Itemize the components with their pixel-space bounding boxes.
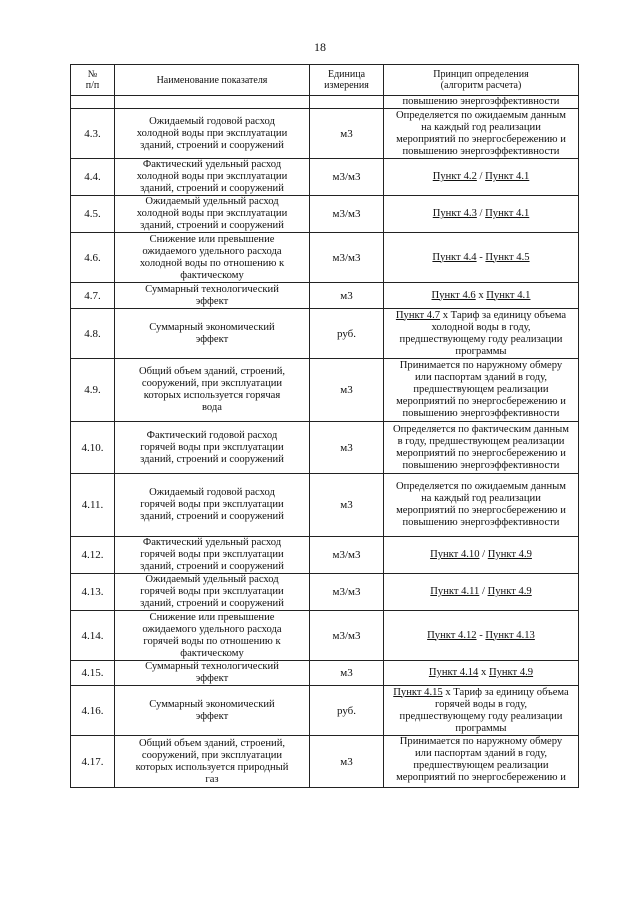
cell-number	[71, 96, 115, 109]
table-row	[71, 159, 579, 196]
clause-reference-link[interactable]: Пункт 4.1	[486, 289, 531, 301]
cell-number: 4.16.	[71, 686, 115, 736]
cell-rule	[384, 537, 579, 574]
cell-number: 4.3.	[71, 109, 115, 159]
clause-reference-link[interactable]: Пункт 4.11	[430, 586, 480, 597]
clause-reference-link[interactable]: Пункт 4.2	[432, 171, 477, 182]
name-line: холодной воды при эксплуатации	[136, 127, 288, 139]
name-line: зданий, строений и сооружений	[140, 511, 284, 522]
name-line: Общий объем зданий, строений,	[138, 366, 286, 377]
cell-name	[115, 736, 310, 788]
clause-reference-link[interactable]: Пункт 4.1	[485, 171, 530, 182]
table-row	[71, 359, 579, 422]
name-line: зданий, строений и сооружений	[140, 183, 284, 194]
cell-name	[115, 661, 310, 686]
formula-operator: /	[476, 208, 486, 219]
name-line: зданий, строений и сооружений	[140, 561, 284, 572]
name-line: Ожидаемый удельный расход	[145, 196, 279, 207]
cell-rule	[384, 686, 579, 736]
name-line: ожидаемого удельного расхода	[142, 623, 282, 635]
formula-operator: x	[478, 667, 489, 678]
name-line: холодной воды по отношению к	[139, 257, 285, 269]
cell-rule	[384, 422, 579, 474]
cell-name	[115, 283, 310, 309]
cell-name	[115, 109, 310, 159]
name-line: горячей воды по отношению к	[143, 635, 281, 647]
name-line: зданий, строений и сооружений	[140, 453, 284, 465]
table-row	[71, 736, 579, 788]
header-unit	[310, 65, 384, 96]
rule-line: программы	[455, 722, 507, 734]
rule-line: предшествующем реализации	[413, 760, 549, 771]
cell-number: 4.15.	[71, 661, 115, 686]
rule-line: Принимается по наружному обмеру	[399, 360, 563, 371]
cell-unit: м3/м3	[310, 611, 384, 661]
cell-rule	[384, 474, 579, 537]
cell-rule	[384, 196, 579, 233]
rule-line	[386, 310, 576, 322]
cell-rule: повышению энергоэффективности	[384, 96, 579, 109]
cell-unit: м3	[310, 736, 384, 788]
clause-reference-link[interactable]: Пункт 4.13	[485, 629, 535, 641]
name-line: эффект	[195, 710, 229, 722]
name-line: Суммарный экономический	[149, 321, 275, 333]
header-number	[71, 65, 115, 96]
rule-line: мероприятий по энергосбережению и	[396, 133, 566, 145]
table-row	[71, 574, 579, 611]
cell-number: 4.9.	[71, 359, 115, 422]
table-row	[71, 233, 579, 283]
clause-reference-link[interactable]: Пункт 4.6	[431, 289, 476, 301]
cell-number: 4.10.	[71, 422, 115, 474]
cell-unit: м3/м3	[310, 159, 384, 196]
name-line: холодной воды при эксплуатации	[136, 171, 288, 182]
cell-rule	[384, 736, 579, 788]
cell-unit: м3	[310, 283, 384, 309]
cell-name	[115, 686, 310, 736]
rule-line: мероприятий по энергосбережению и	[396, 447, 566, 459]
clause-reference-link[interactable]: Пункт 4.9	[487, 549, 532, 560]
cell-name	[115, 474, 310, 537]
clause-reference-link[interactable]: Пункт 4.1	[485, 208, 530, 219]
header-indicator-name: Наименование показателя	[115, 65, 310, 96]
name-line: которых используется горячая	[143, 390, 281, 401]
cell-name	[115, 309, 310, 359]
cell-number: 4.12.	[71, 537, 115, 574]
header-number-line: №	[87, 69, 98, 80]
cell-number: 4.6.	[71, 233, 115, 283]
rule-line: горячей воды в году,	[435, 698, 527, 710]
name-line: фактическому	[180, 647, 244, 659]
rule-line: холодной воды в году,	[431, 321, 531, 333]
name-line: Ожидаемый удельный расход	[145, 574, 279, 585]
cell-unit: м3	[310, 359, 384, 422]
formula-operator: x	[475, 289, 487, 301]
name-line: фактическому	[180, 269, 244, 281]
cell-name	[115, 96, 310, 109]
table-row	[71, 661, 579, 686]
name-line: Снижение или превышение	[149, 233, 275, 245]
table-row	[71, 611, 579, 661]
cell-name	[115, 537, 310, 574]
header-unit-line: Единица	[327, 69, 366, 80]
clause-reference-link[interactable]: Пункт 4.12	[427, 629, 477, 641]
table-row-continuation	[71, 96, 579, 109]
cell-rule	[384, 309, 579, 359]
cell-unit: м3/м3	[310, 233, 384, 283]
name-line: Общий объем зданий, строений,	[138, 737, 286, 749]
table-row	[71, 196, 579, 233]
clause-reference-link[interactable]: Пункт 4.15	[393, 686, 443, 698]
rule-line: или паспортам зданий в году,	[414, 372, 548, 383]
cell-unit: м3	[310, 474, 384, 537]
cell-unit: м3/м3	[310, 574, 384, 611]
name-line: Суммарный технологический	[145, 283, 279, 295]
rule-line: Принимается по наружному обмеру	[399, 736, 563, 747]
name-line: эффект	[195, 673, 229, 684]
rule-line: повышению энергоэффективности	[402, 408, 560, 419]
name-line: зданий, строений и сооружений	[140, 220, 284, 231]
cell-number: 4.5.	[71, 196, 115, 233]
rule-line: повышению энергоэффективности	[402, 517, 560, 528]
cell-name	[115, 359, 310, 422]
rule-line: предшествующему году реализации	[399, 710, 563, 722]
name-line: горячей воды при эксплуатации	[140, 499, 284, 510]
clause-reference-link[interactable]: Пункт 4.14	[428, 667, 479, 678]
name-line: эффект	[195, 333, 229, 345]
cell-rule	[384, 233, 579, 283]
cell-unit: м3	[310, 109, 384, 159]
name-line: которых используется природный	[135, 761, 289, 773]
name-line: Фактический удельный расход	[142, 537, 282, 548]
rule-text: x Тариф за единицу объема	[442, 686, 569, 698]
clause-reference-link[interactable]: Пункт 4.4	[432, 251, 477, 263]
cell-unit	[310, 96, 384, 109]
header-rule-line: (алгоритм расчета)	[440, 80, 522, 91]
name-line: Фактический удельный расход	[142, 159, 282, 170]
cell-number: 4.13.	[71, 574, 115, 611]
cell-number: 4.17.	[71, 736, 115, 788]
cell-name	[115, 611, 310, 661]
rule-line	[386, 687, 576, 699]
header-rule	[384, 65, 579, 96]
rule-line: программы	[455, 345, 507, 357]
cell-number: 4.14.	[71, 611, 115, 661]
formula-operator: -	[476, 251, 486, 263]
name-line: горячей воды при эксплуатации	[140, 549, 284, 560]
rule-line: в году, предшествующем реализации	[397, 435, 565, 447]
header-rule-line: Принцип определения	[433, 69, 529, 80]
page-number: 18	[314, 40, 326, 54]
name-line: Ожидаемый годовой расход	[149, 115, 275, 127]
rule-line: на каждый год реализации	[421, 493, 541, 504]
rule-line: повышению энергоэффективности	[402, 145, 560, 157]
name-line: горячей воды при эксплуатации	[140, 441, 284, 453]
table-row	[71, 422, 579, 474]
cell-rule	[384, 109, 579, 159]
cell-rule	[384, 283, 579, 309]
rule-line: Определяется по ожидаемым данным	[396, 481, 566, 492]
name-line: ожидаемого удельного расхода	[142, 245, 282, 257]
cell-rule	[384, 661, 579, 686]
cell-unit: м3/м3	[310, 537, 384, 574]
clause-reference-link[interactable]: Пункт 4.9	[488, 667, 534, 678]
cell-rule	[384, 611, 579, 661]
cell-rule	[384, 159, 579, 196]
cell-unit: м3	[310, 661, 384, 686]
table-body	[71, 96, 579, 788]
rule-line: Определяется по фактическим данным	[392, 423, 570, 435]
cell-name	[115, 159, 310, 196]
clause-reference-link[interactable]: Пункт 4.10	[430, 549, 480, 560]
cell-name	[115, 574, 310, 611]
formula-operator: -	[476, 629, 486, 641]
cell-unit: руб.	[310, 309, 384, 359]
clause-reference-link[interactable]: Пункт 4.9	[487, 586, 532, 597]
header-number-line: п/п	[85, 80, 100, 91]
table-row	[71, 309, 579, 359]
rule-line: мероприятий по энергосбережению и	[396, 396, 566, 407]
cell-unit: руб.	[310, 686, 384, 736]
cell-unit: м3	[310, 422, 384, 474]
cell-rule	[384, 359, 579, 422]
name-line: вода	[201, 402, 222, 413]
name-line: Суммарный технологический	[145, 661, 279, 672]
table-row	[71, 283, 579, 309]
name-line: сооружений, при эксплуатации	[141, 749, 283, 761]
name-line: Суммарный экономический	[149, 698, 275, 710]
rule-line: предшествующему году реализации	[399, 333, 563, 345]
formula-operator: /	[476, 171, 486, 182]
table-header-row	[71, 65, 579, 96]
rule-line: или паспортам зданий в году,	[414, 748, 548, 759]
rule-line: мероприятий по энергосбережению и	[396, 505, 566, 516]
header-unit-line: измерения	[324, 80, 369, 91]
cell-name	[115, 422, 310, 474]
rule-line: мероприятий по энергосбережению и	[396, 772, 566, 783]
name-line: Снижение или превышение	[149, 611, 275, 623]
name-line: холодной воды при эксплуатации	[136, 208, 288, 219]
formula-operator: /	[479, 586, 488, 597]
rule-line: Определяется по ожидаемым данным	[396, 109, 566, 121]
rule-text: x Тариф за единицу объема	[440, 309, 567, 321]
rule-line: на каждый год реализации	[421, 121, 541, 133]
cell-unit: м3/м3	[310, 196, 384, 233]
clause-reference-link[interactable]: Пункт 4.7	[395, 309, 441, 321]
name-line: Ожидаемый годовой расход	[149, 487, 275, 498]
name-line: эффект	[195, 295, 229, 307]
table-row	[71, 109, 579, 159]
rule-line: предшествующем реализации	[413, 384, 549, 395]
formula-operator: /	[479, 549, 488, 560]
cell-name	[115, 196, 310, 233]
rule-line: повышению энергоэффективности	[402, 459, 560, 471]
name-line: зданий, строений и сооружений	[140, 598, 284, 609]
name-line: зданий, строений и сооружений	[140, 139, 284, 151]
cell-number: 4.7.	[71, 283, 115, 309]
name-line: Фактический годовой расход	[146, 429, 278, 441]
table-row	[71, 686, 579, 736]
clause-reference-link[interactable]: Пункт 4.3	[432, 208, 477, 219]
cell-number: 4.8.	[71, 309, 115, 359]
name-line: горячей воды при эксплуатации	[140, 586, 284, 597]
cell-number: 4.4.	[71, 159, 115, 196]
cell-number: 4.11.	[71, 474, 115, 537]
cell-rule	[384, 574, 579, 611]
name-line: сооружений, при эксплуатации	[141, 378, 283, 389]
cell-name	[115, 233, 310, 283]
name-line: газ	[205, 773, 219, 785]
indicators-table	[70, 64, 579, 788]
table-row	[71, 537, 579, 574]
clause-reference-link[interactable]: Пункт 4.5	[485, 251, 530, 263]
table-row	[71, 474, 579, 537]
